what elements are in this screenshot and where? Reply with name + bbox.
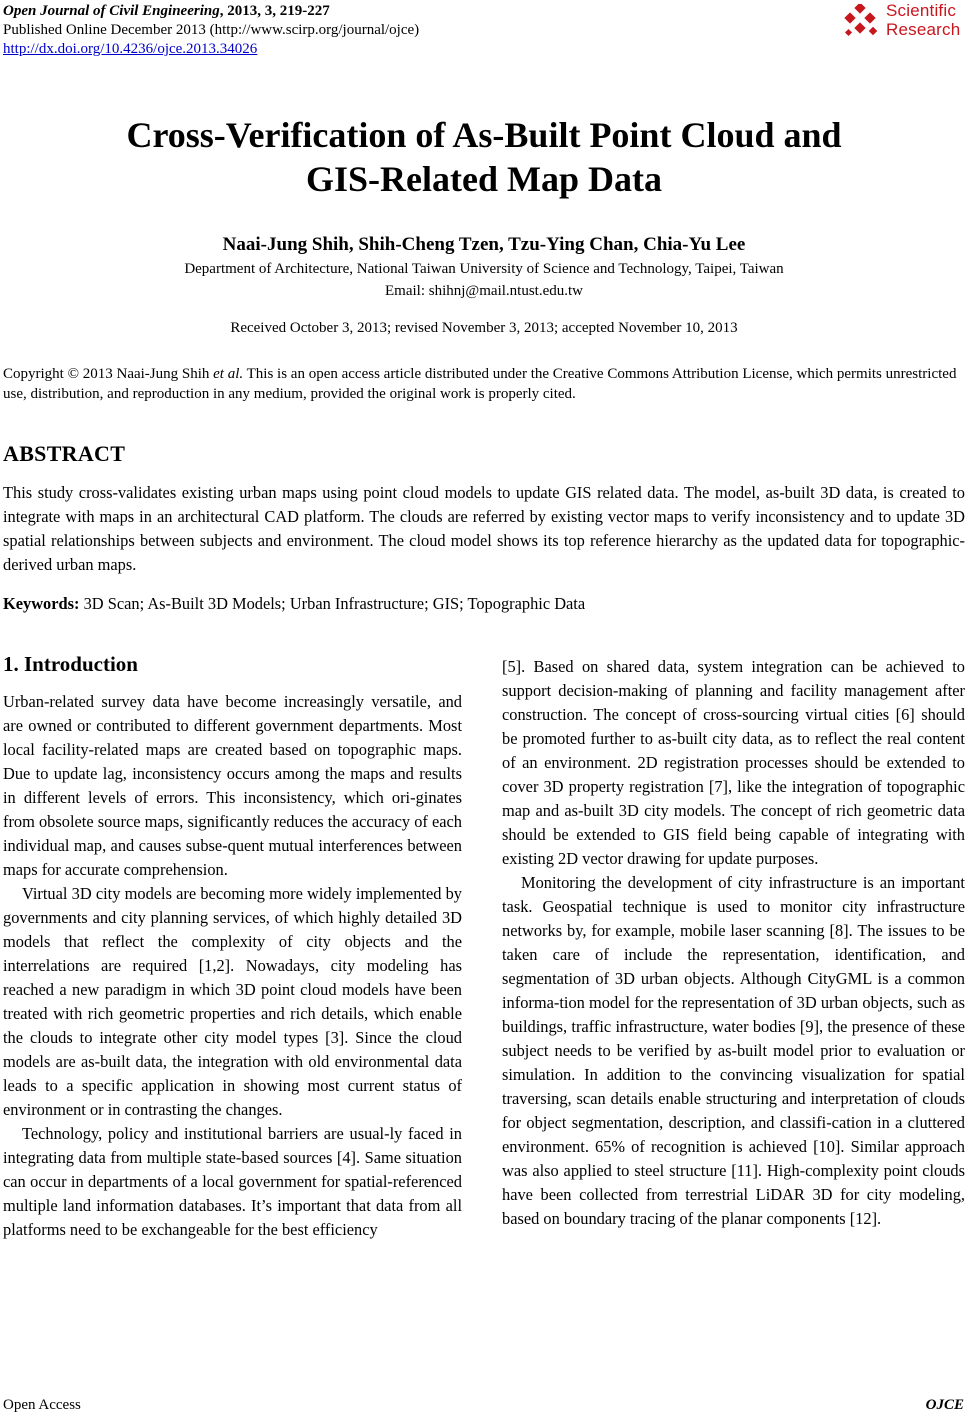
received-dates: Received October 3, 2013; revised November 3, 2013; accepted November 10, 2013 <box>230 320 738 336</box>
right-column <box>502 655 965 1231</box>
logo-text-line2: Research <box>886 20 961 39</box>
journal-citation <box>3 2 419 21</box>
footer-journal-abbrev: OJCE <box>925 1397 964 1413</box>
affiliation: Department of Architecture, National Taiwan University of Science and Technology, Taipei, Taiwan <box>184 261 784 277</box>
copyright-text-a: Copyright © 2013 Naai-Jung Shih <box>3 366 214 382</box>
title-line-1: Cross-Verification of As-Built Point Cloud and <box>126 115 842 155</box>
paragraph: Technology, policy and institutional barriers are usual-ly faced in integrating data from multiple state-based sources [4]. Same situation can occur in departments of a local government for spatial-referenced multiple land information databases. It’s important that data from all platforms need to be exchangeable for the best efficiency <box>3 1124 462 1239</box>
paragraph: Monitoring the development of city infrastructure is an important task. Geospatial technique is used to monitor city infrastructure networks by, for example, mobile laser scanning [8]. The issues to be taken care of include the representation, identification, and segmentation of 3D urban objects. Although CityGML is a common informa-tion model for the representation of 3D urban objects, such as buildings, traffic infrastructure, water bodies [9], the presence of these subject needs to be verified by as-built model prior to evaluation or simulation. In addition to the convincing visualization for spatial traversing, scan details enable structuring and interpretation of clouds for object segmentation, description, and classifi-cation in a cluttered environment. 65% of recognition is achieved [10]. Similar approach was also applied to steel structure [11]. High-complexity point clouds have been collected from terrestrial LiDAR 3D for city modeling, based on boundary tracing of the planar components [12]. <box>502 873 965 1228</box>
paragraph: Virtual 3D city models are becoming more widely implemented by governments and city planning services, of which highly detailed 3D models that reflect the complexity of city objects and the interrelations are required [1,2]. Nowadays, city modeling has reached a new paradigm in which 3D point cloud models have been treated with rich geometric properties and rich details, which enable the clouds to integrate other city model types [3]. Since the cloud models are as-built data, the integration with old environmental data leads to a specific application in showing most current status of environment or in contrasting the changes. <box>3 884 462 1119</box>
footer-open-access: Open Access <box>3 1397 81 1413</box>
published-line: Published Online December 2013 (http://www.scirp.org/journal/ojce) <box>3 22 420 38</box>
scirp-logo-icon <box>842 4 882 40</box>
copyright-notice <box>3 364 965 404</box>
paragraph: [5]. Based on shared data, system integration can be achieved to support decision-making of planning and facility management after construction. The concept of cross-sourcing virtual cities [6] should be promoted further to as-built city data, as to reflect the real content of an environment. 2D registration processes should be extended to cover 3D property registration [7], like the integration of topographic map and as-built 3D city models. The concept of rich geometric data should be extended to GIS field being capable of integrating with existing 2D vector drawing for update purposes. <box>502 657 965 868</box>
copyright-text-b: This is an open access article distributed under the Creative Commons Attribution License, which permits unrestricted use, distribution, and reproduction in any medium, provided the original work is properly cited. <box>3 366 957 402</box>
journal-issue: , 2013, 3, 219-227 <box>219 3 330 19</box>
author-list: Naai-Jung Shih, Shih-Cheng Tzen, Tzu-Ying Chan, Chia-Yu Lee <box>222 234 746 255</box>
copyright-etal: et al. <box>213 366 244 382</box>
keywords-list: 3D Scan; As-Built 3D Models; Urban Infrastructure; GIS; Topographic Data <box>79 594 586 613</box>
section-heading-introduction: 1. Introduction <box>3 652 138 676</box>
keywords <box>3 594 965 614</box>
journal-name: Open Journal of Civil Engineering <box>3 3 220 19</box>
doi-link[interactable]: http://dx.doi.org/10.4236/ojce.2013.34026 <box>3 41 258 57</box>
paragraph: Urban-related survey data have become increasingly versatile, and are owned or contributed to different government departments. Most local facility-related maps are created based on topographic maps. Due to update lag, inconsistency occurs among the maps and results in different levels of errors. This inconsistency, which ori-ginates from obsolete source maps, significantly reduces the accuracy of each individual map, and causes subse-quent mutual interferences between maps for accurate comprehension. <box>3 692 462 879</box>
publisher-logo <box>842 2 964 42</box>
title-line-2: GIS-Related Map Data <box>306 159 662 199</box>
paper-title <box>0 113 968 201</box>
author-email: Email: shihnj@mail.ntust.edu.tw <box>385 283 583 299</box>
left-column <box>3 690 462 1242</box>
logo-text-line1: Scientific <box>886 1 957 20</box>
keywords-label: Keywords: <box>3 594 80 613</box>
abstract-heading: ABSTRACT <box>3 441 126 466</box>
abstract-text: This study cross-validates existing urban maps using point cloud models to update GIS related data. The model, as-built 3D data, is created to integrate with maps in an architectural CAD platform. The clouds are referred by existing vector maps to verify inconsistency and to update 3D spatial relationships between subjects and environment. The cloud model shows its top reference hierarchy as the updated data for topographic-derived urban maps. <box>3 483 965 574</box>
journal-header <box>3 2 419 59</box>
